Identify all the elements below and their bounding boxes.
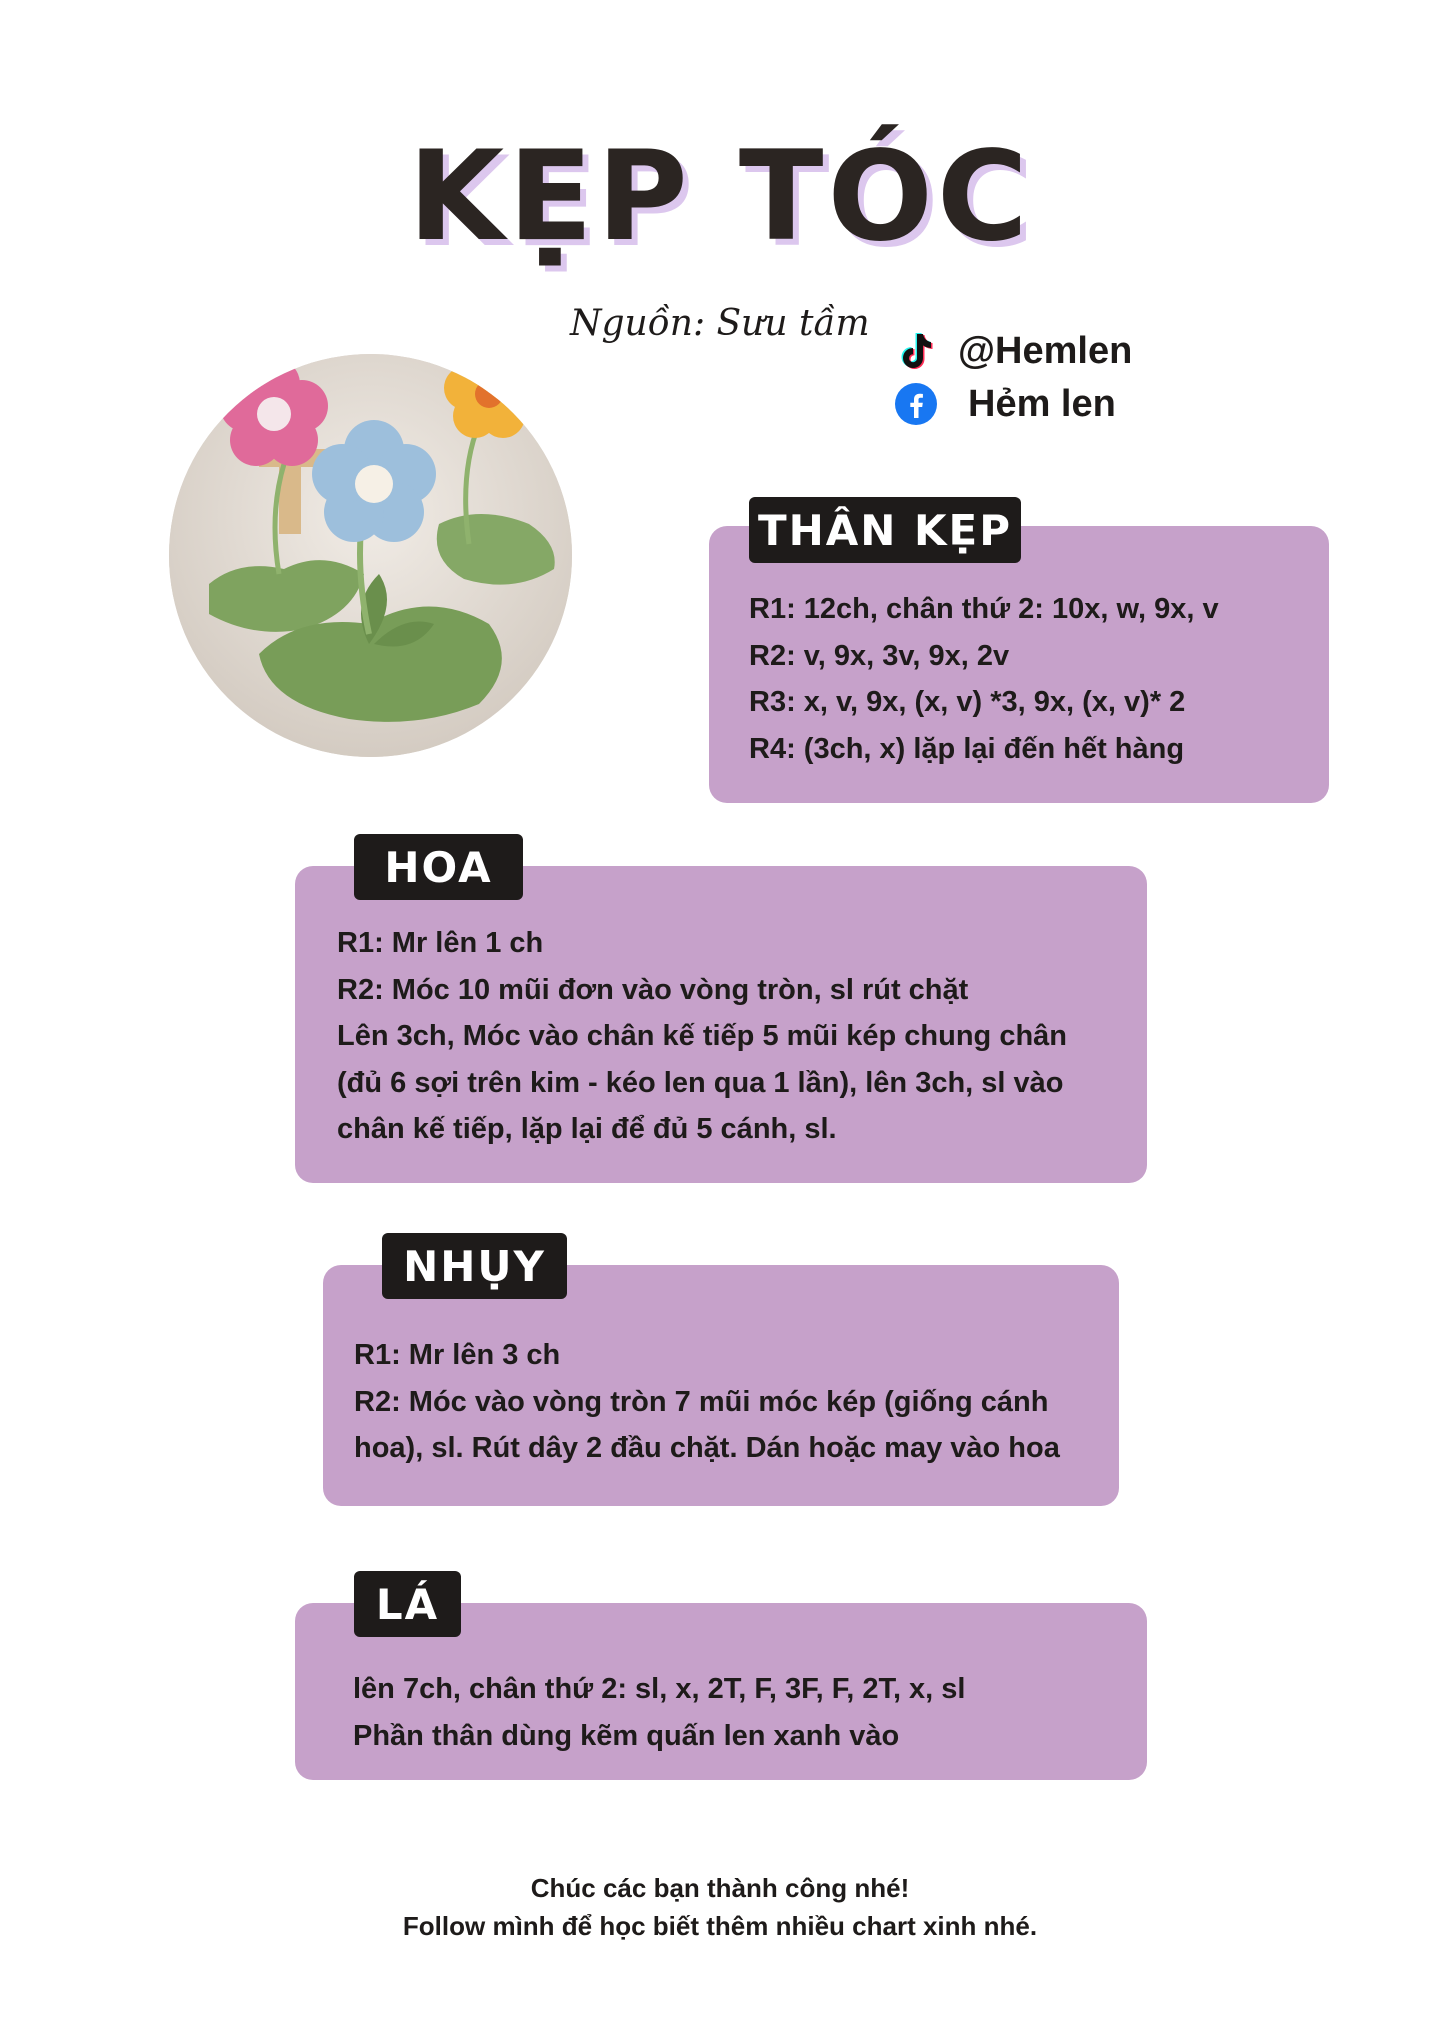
closing-line-1: Chúc các bạn thành công nhé! [530,1873,910,1903]
section-nhuy [323,1265,1119,1506]
than-kep-line: R2: v, 9x, 3v, 9x, 2v [749,639,1010,672]
section-heading-hoa: HOA [354,834,523,900]
than-kep-line: R3: x, v, 9x, (x, v) *3, 9x, (x, v)* 2 [749,686,1186,718]
section-hoa [295,866,1147,1183]
hoa-line: R2: Móc 10 mũi đơn vào vòng tròn, sl rút chặt [337,973,969,1006]
tiktok-link[interactable] [894,327,1224,375]
section-heading-nhuy: NHỤY [382,1233,567,1299]
la-line: Phần thân dùng kẽm quấn len xanh vào [353,1719,900,1752]
section-heading-than-kep: THÂN KẸP [749,497,1021,563]
than-kep-line: R4: (3ch, x) lặp lại đến hết hàng [749,732,1185,765]
tiktok-handle: @Hemlen [958,329,1133,372]
page-title: KẸP TÓC [408,125,1032,269]
nhuy-line: R2: Móc vào vòng tròn 7 mũi móc kép (giống cánh [354,1385,1049,1418]
hoa-line: (đủ 6 sợi trên kim - kéo len qua 1 lần), lên 3ch, sl vào [337,1066,1064,1099]
tiktok-icon [894,329,938,373]
hoa-line: R1: Mr lên 1 ch [337,927,544,959]
facebook-link[interactable] [894,380,1224,428]
la-line: lên 7ch, chân thứ 2: sl, x, 2T, F, 3F, F, 2T, x, sl [353,1673,966,1705]
closing-line-2: Follow mình để học biết thêm nhiều chart xinh nhé. [402,1911,1038,1941]
hoa-line: chân kế tiếp, lặp lại để đủ 5 cánh, sl. [337,1113,837,1145]
facebook-name: Hẻm len [968,382,1116,425]
section-than-kep [709,526,1329,803]
nhuy-line: hoa), sl. Rút dây 2 đầu chặt. Dán hoặc may vào hoa [354,1432,1060,1464]
nhuy-line: R1: Mr lên 3 ch [354,1339,561,1371]
facebook-icon [894,382,938,426]
source-credit: Nguồn: Sưu tầm [570,303,870,344]
hoa-line: Lên 3ch, Móc vào chân kế tiếp 5 mũi kép chung chân [337,1020,1068,1052]
section-heading-la: LÁ [354,1571,461,1637]
crochet-flower-photo [169,354,572,757]
than-kep-line: R1: 12ch, chân thứ 2: 10x, w, 9x, v [749,593,1219,625]
